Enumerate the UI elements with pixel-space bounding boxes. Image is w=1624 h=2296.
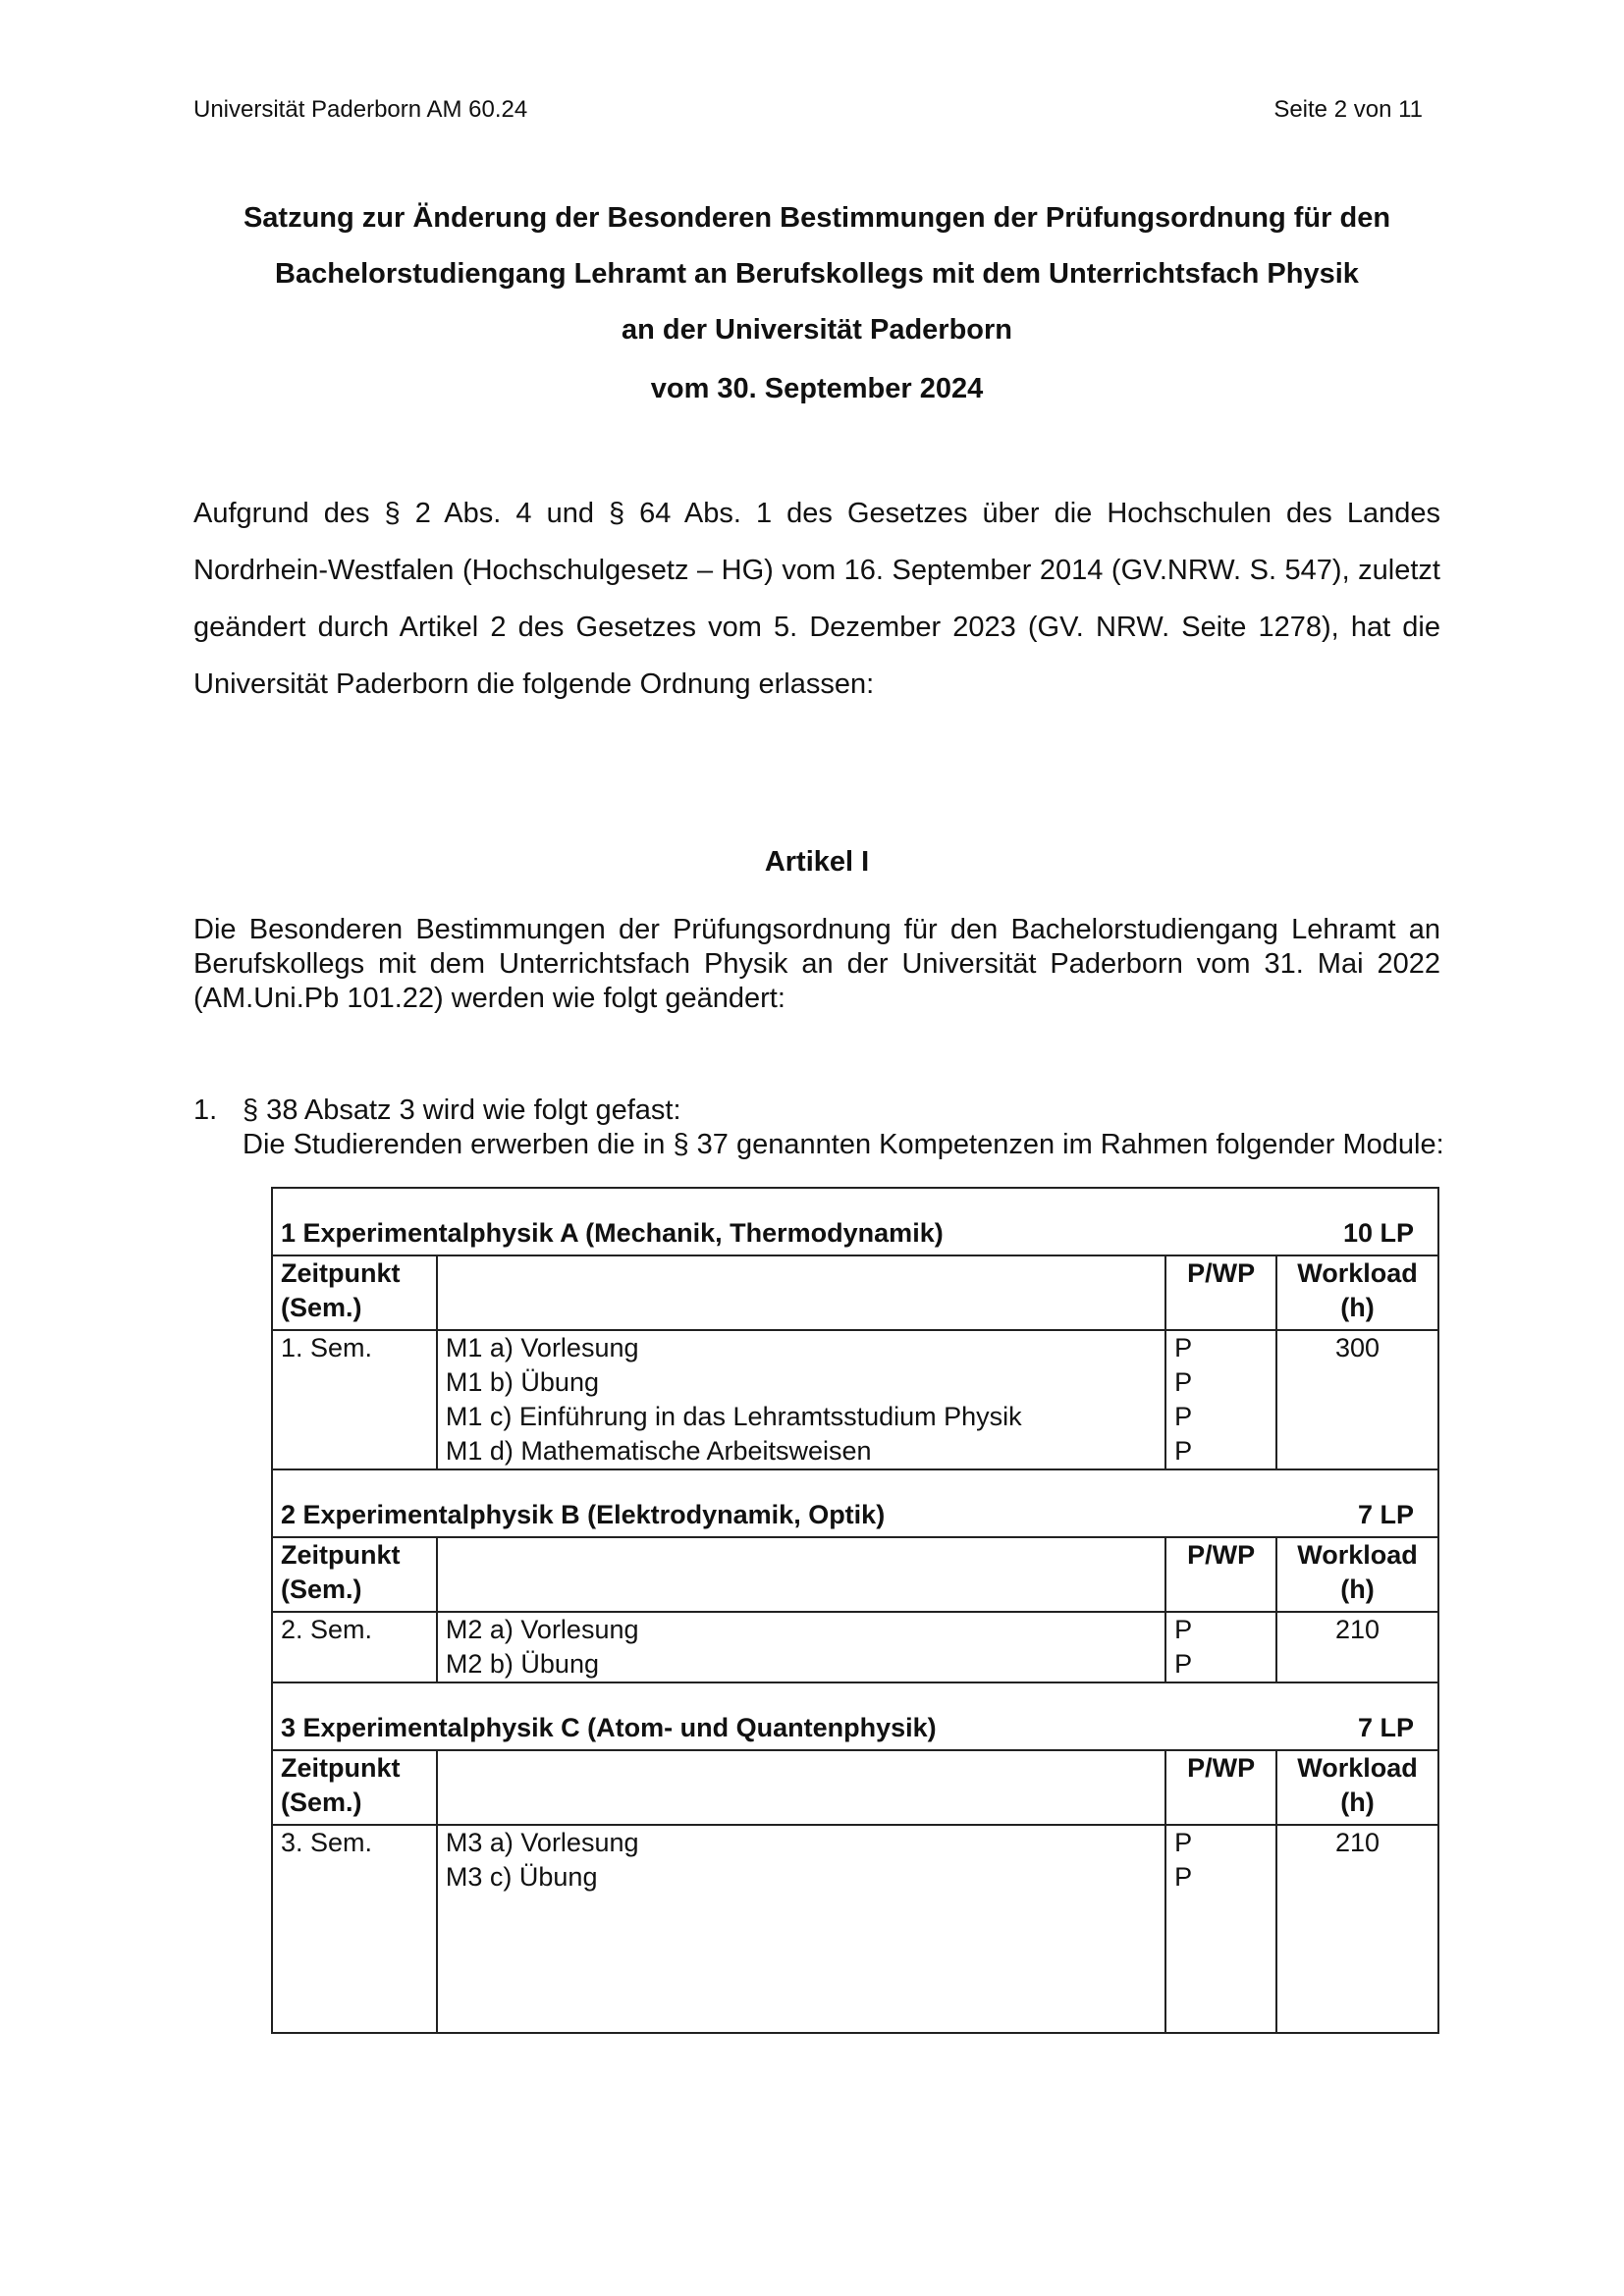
- workload-cell: 300: [1276, 1330, 1438, 1469]
- title-line: Bachelorstudiengang Lehramt an Berufskollegs mit dem Unterrichtsfach Physik: [275, 258, 1359, 290]
- module-credits: 10 LP: [1342, 1218, 1414, 1248]
- pwp-cell: [1165, 1612, 1276, 1682]
- title-line: Satzung zur Änderung der Besonderen Bestimmungen der Prüfungsordnung für den: [243, 202, 1391, 234]
- pwp-value: P: [1174, 1333, 1193, 1362]
- article-heading: Artikel I: [764, 846, 870, 878]
- course-item: M3 c) Übung: [445, 1862, 598, 1892]
- semester-cell: 1. Sem.: [272, 1330, 437, 1469]
- module-table: [271, 1187, 1439, 2034]
- article-paragraph: Die Besonderen Bestimmungen der Prüfungsordnung für den Bachelorstudiengang Lehramt an Berufskollegs mit dem Unterrichtsfach Physik an der Universität Paderborn vom 31. Mai 2022 (AM.Uni.Pb 101.22) werden wie folgt geändert:: [193, 914, 1440, 1014]
- pwp-value: P: [1174, 1436, 1193, 1466]
- course-item: M2 a) Vorlesung: [445, 1615, 639, 1644]
- module-body-row: [272, 1825, 1438, 2033]
- header-workload: [1276, 1255, 1438, 1330]
- header-workload: [1276, 1537, 1438, 1612]
- pwp-value: P: [1174, 1615, 1193, 1644]
- semester-cell: 3. Sem.: [272, 1825, 437, 2033]
- header-pwp: P/WP: [1165, 1750, 1276, 1825]
- pwp-cell: [1165, 1825, 1276, 2033]
- pwp-cell: [1165, 1330, 1276, 1469]
- courses-cell: [437, 1330, 1165, 1469]
- header-zeitpunkt-line: Zeitpunkt: [281, 1753, 401, 1783]
- header-zeitpunkt-line: (Sem.): [281, 1788, 362, 1817]
- module-header-row: [272, 1255, 1438, 1330]
- module-title-row: [272, 1188, 1438, 1255]
- header-workload-line: (h): [1340, 1575, 1375, 1604]
- item-number: 1.: [193, 1095, 218, 1126]
- document-title: [193, 190, 1440, 358]
- workload-cell: 210: [1276, 1825, 1438, 2033]
- header-workload-line: (h): [1340, 1788, 1375, 1817]
- header-pwp: P/WP: [1165, 1537, 1276, 1612]
- module-title-cell: [272, 1188, 1438, 1255]
- module-title-row: [272, 1469, 1438, 1537]
- module-header-row: [272, 1537, 1438, 1612]
- module-body-row: [272, 1612, 1438, 1682]
- module-title: 2 Experimentalphysik B (Elektrodynamik, Optik): [281, 1500, 886, 1529]
- item-line: § 38 Absatz 3 wird wie folgt gefast:: [243, 1095, 681, 1126]
- header-page-number: Seite 2 von 11: [1273, 96, 1423, 123]
- header-workload-line: Workload: [1297, 1258, 1418, 1288]
- semester-cell: 2. Sem.: [272, 1612, 437, 1682]
- header-workload-line: Workload: [1297, 1540, 1418, 1570]
- course-item: M1 c) Einführung in das Lehramtsstudium Physik: [445, 1402, 1022, 1431]
- header-workload-line: Workload: [1297, 1753, 1418, 1783]
- course-item: M1 d) Mathematische Arbeitsweisen: [445, 1436, 872, 1466]
- course-item: M3 a) Vorlesung: [445, 1828, 639, 1857]
- header-publication: Universität Paderborn AM 60.24: [193, 96, 528, 123]
- header-empty: [437, 1255, 1165, 1330]
- course-item: M2 b) Übung: [445, 1649, 599, 1679]
- course-item: M1 a) Vorlesung: [445, 1333, 639, 1362]
- workload-cell: 210: [1276, 1612, 1438, 1682]
- header-zeitpunkt: [272, 1255, 437, 1330]
- header-zeitpunkt-line: Zeitpunkt: [281, 1540, 401, 1570]
- pwp-value: P: [1174, 1402, 1193, 1431]
- module-title-cell: [272, 1682, 1438, 1750]
- module-title-cell: [272, 1469, 1438, 1537]
- header-zeitpunkt-line: Zeitpunkt: [281, 1258, 401, 1288]
- pwp-value: P: [1174, 1367, 1193, 1397]
- header-workload-line: (h): [1340, 1293, 1375, 1322]
- module-title-row: [272, 1682, 1438, 1750]
- header-zeitpunkt-line: (Sem.): [281, 1293, 362, 1322]
- title-line: an der Universität Paderborn: [621, 314, 1013, 346]
- header-zeitpunkt-line: (Sem.): [281, 1575, 362, 1604]
- module-body-row: [272, 1330, 1438, 1469]
- pwp-value: P: [1174, 1828, 1193, 1857]
- module-credits: 7 LP: [1357, 1500, 1414, 1529]
- header-empty: [437, 1537, 1165, 1612]
- item-text: [243, 1094, 1444, 1162]
- header-workload: [1276, 1750, 1438, 1825]
- item-line: Die Studierenden erwerben die in § 37 genannten Kompetenzen im Rahmen folgender Module:: [243, 1129, 1444, 1160]
- course-item: M1 b) Übung: [445, 1367, 599, 1397]
- preamble-paragraph: Aufgrund des § 2 Abs. 4 und § 64 Abs. 1 des Gesetzes über die Hochschulen des Landes Nordrhein-Westfalen (Hochschulgesetz – HG) vom 16. September 2014 (GV.NRW. S. 547), zuletzt geändert durch Artikel 2 des Gesetzes vom 5. Dezember 2023 (GV. NRW. Seite 1278), hat die Universität Paderborn die folgende Ordnung erlassen:: [193, 498, 1440, 700]
- module-title: 3 Experimentalphysik C (Atom- und Quantenphysik): [281, 1713, 937, 1742]
- pwp-value: P: [1174, 1649, 1193, 1679]
- header-zeitpunkt: [272, 1750, 437, 1825]
- header-zeitpunkt: [272, 1537, 437, 1612]
- page-header: [193, 96, 1423, 130]
- courses-cell: [437, 1612, 1165, 1682]
- header-empty: [437, 1750, 1165, 1825]
- module-title: 1 Experimentalphysik A (Mechanik, Thermodynamik): [281, 1218, 944, 1248]
- document-date: vom 30. September 2024: [650, 373, 984, 404]
- header-pwp: P/WP: [1165, 1255, 1276, 1330]
- module-header-row: [272, 1750, 1438, 1825]
- module-credits: 7 LP: [1357, 1713, 1414, 1742]
- pwp-value: P: [1174, 1862, 1193, 1892]
- courses-cell: [437, 1825, 1165, 2033]
